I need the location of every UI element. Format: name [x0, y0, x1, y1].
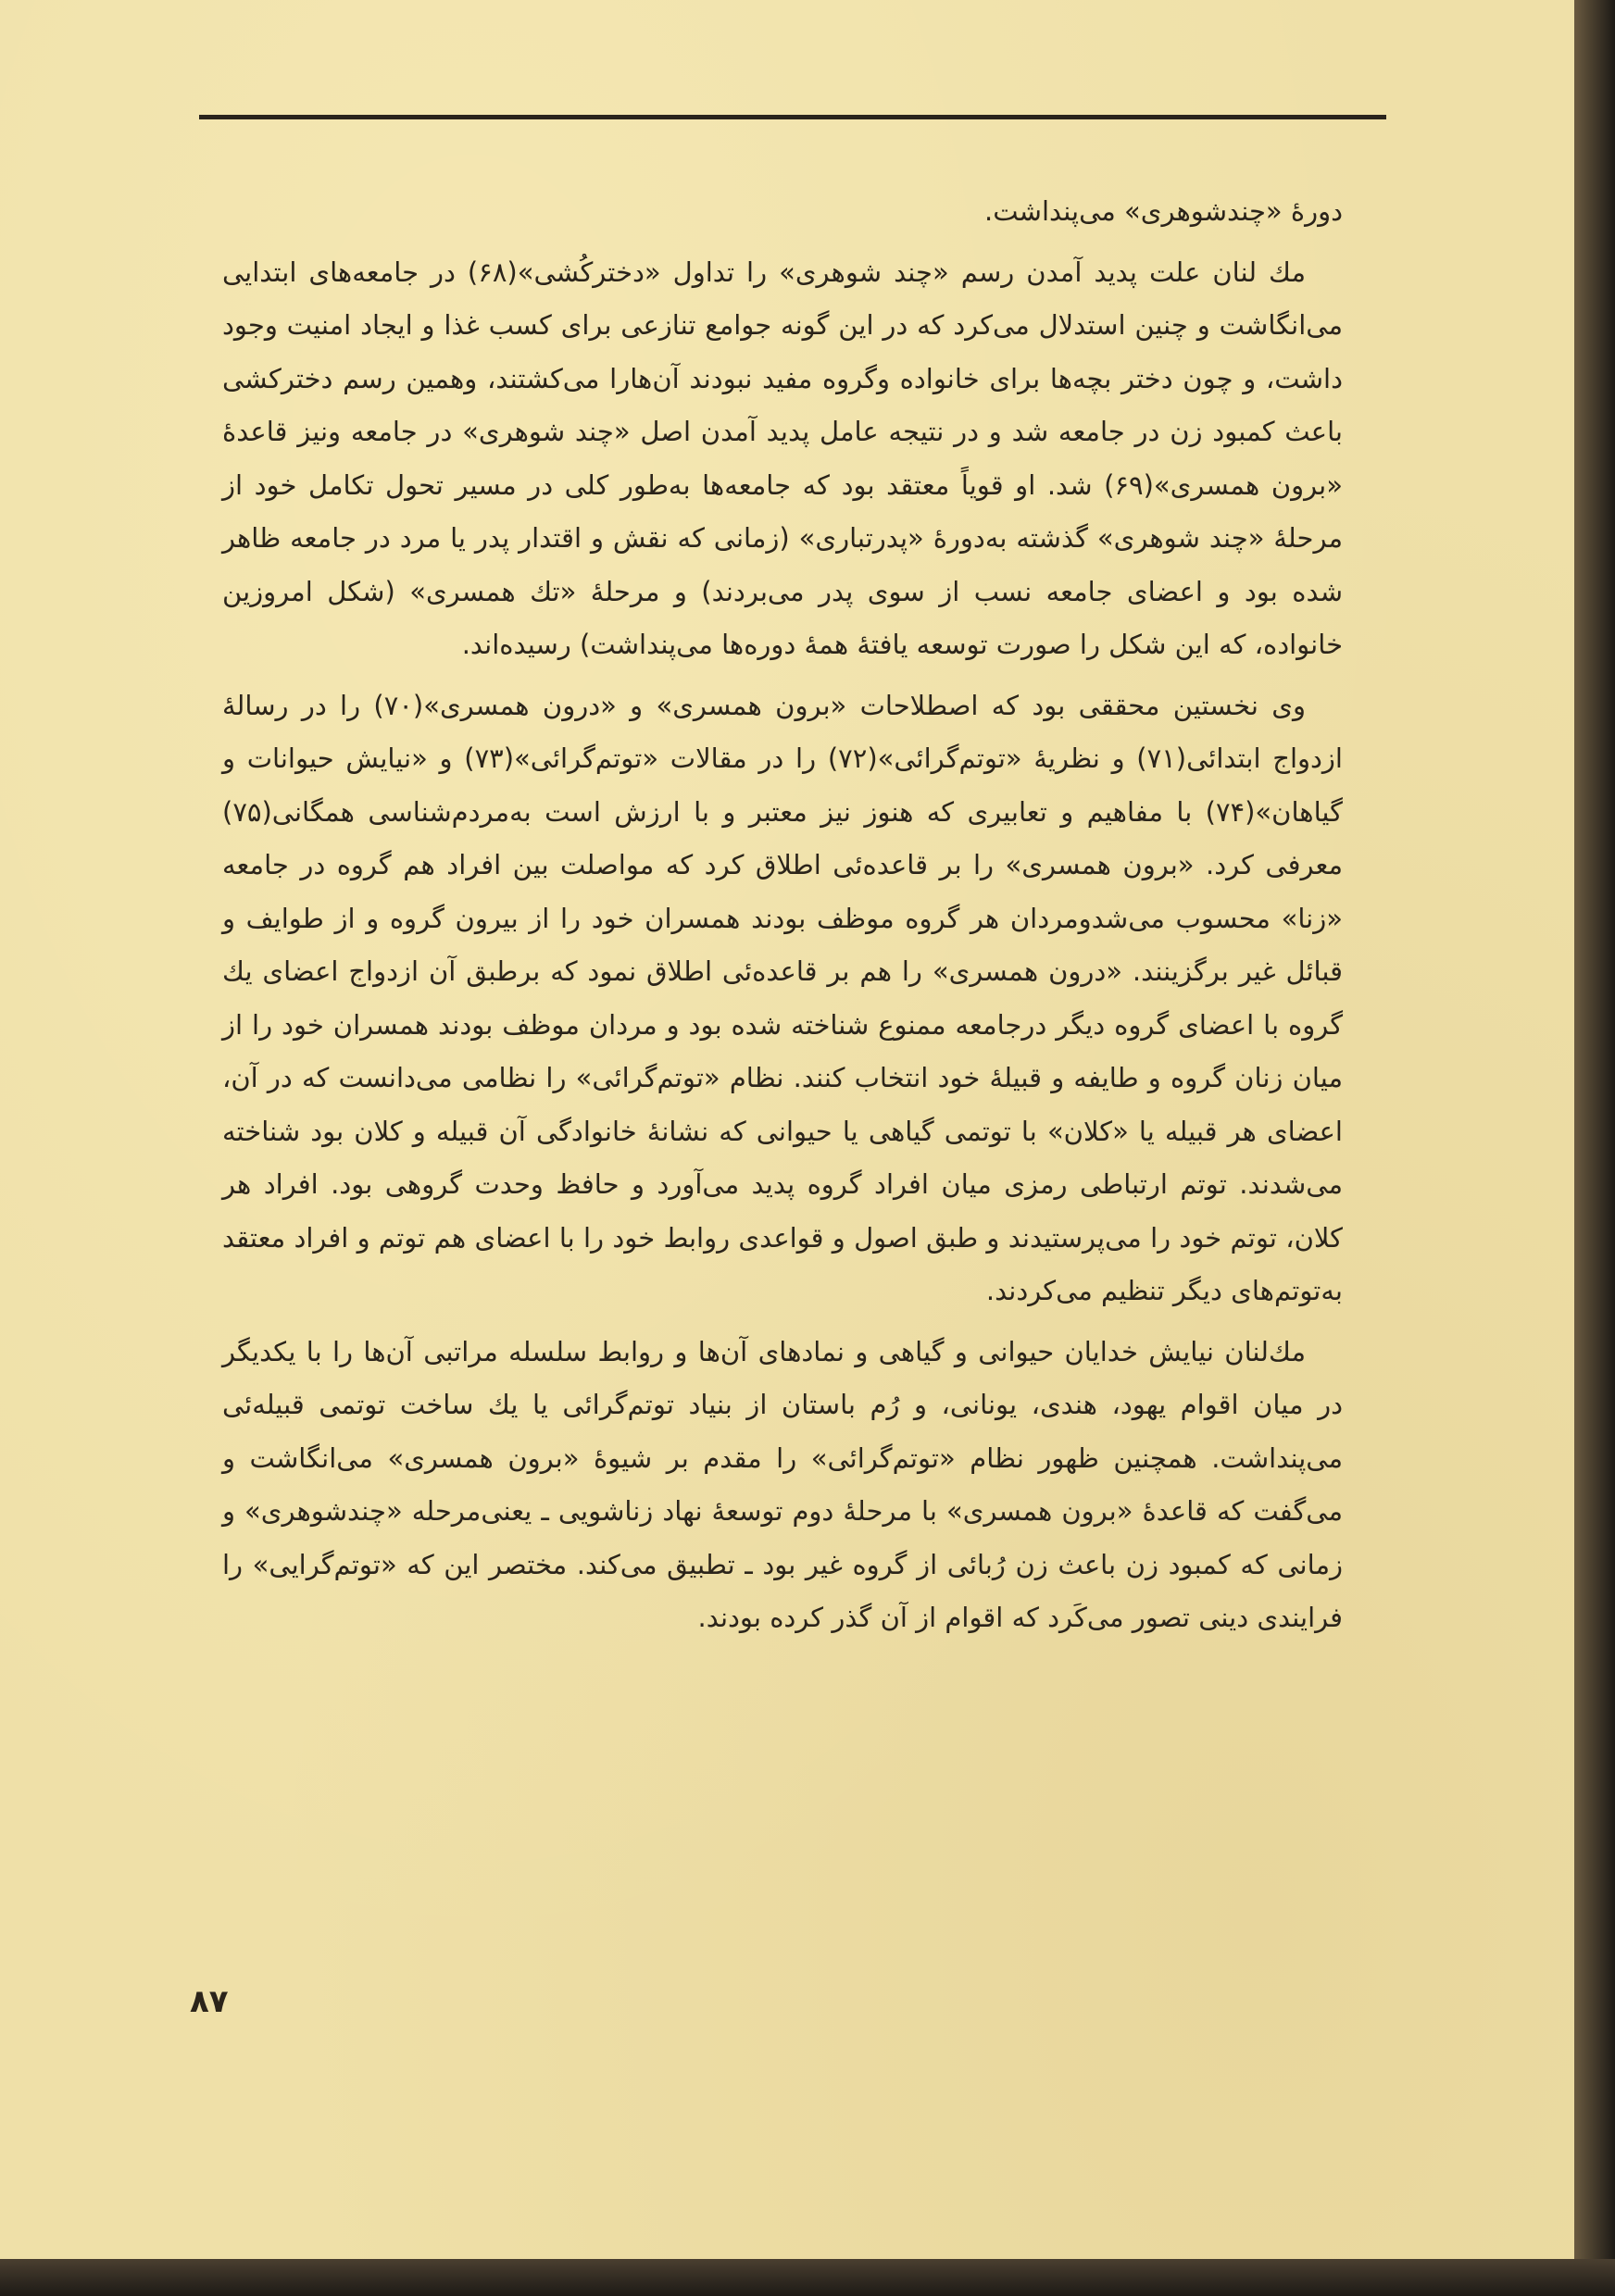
page-bottom-shadow: [0, 2259, 1615, 2296]
header-rule: [199, 115, 1386, 119]
paragraph-exogamy-totemism: وی نخستین محققی بود که اصطلاحات «برون همسری» و «درون همسری»(۷۰) را در رسالهٔ ازدواج ابتدائی(۷۱) و نظریهٔ «توتم‌گرائی»(۷۲) را در مقالات «توتم‌گرائی»(۷۳) و «نیایش حیوانات و گیاهان»(۷۴) با مفاهیم و تعابیری که هنوز نیز معتبر و با ارزش است به‌مردم‌شناسی همگانی(۷۵) معرفی کرد. «برون همسری» را بر قاعده‌ئی اطلاق کرد که مواصلت بین افراد هم گروه در جامعه «زنا» محسوب می‌شدومردان هر گروه موظف بودند همسران خود را از بیرون گروه و از طوایف و قبائل غیر برگزینند. «درون همسری» را هم بر قاعده‌ئی اطلاق نمود که برطبق آن ازدواج اعضای یك گروه با اعضای گروه دیگر درجامعه ممنوع شناخته شده بود و مردان موظف بودند همسران خود را از میان زنان گروه و طایفه و قبیلهٔ خود انتخاب کنند. نظام «توتم‌گرائی» را نظامی می‌دانست که در آن، اعضای هر قبیله یا «کلان» با توتمی گیاهی یا حیوانی که نشانهٔ خانوادگی آن قبیله و کلان بود شناخته می‌شدند. توتم ارتباطی رمزی میان افراد گروه پدید می‌آورد و حافظ وحدت گروهی بود. افراد هر کلان، توتم خود را می‌پرستیدند و طبق اصول و قواعدی روابط خود را با اعضای هم توتم و افراد معتقد به‌توتم‌های دیگر تنظیم می‌کردند.: [222, 689, 1343, 1306]
page-edge-shadow: [1574, 0, 1615, 2296]
page-number: ۸۷: [190, 1983, 229, 2020]
paragraph-continuation: دورهٔ «چندشوهری» می‌پنداشت.: [983, 195, 1343, 227]
paragraph-animal-plant-worship: مك‌لنان نیایش خدایان حیوانی و گیاهی و نمادهای آن‌ها و روابط سلسله مراتبی آن‌ها را با یکدیگر در میان اقوام یهود، هندی، یونانی، و رُم باستان از بنیاد توتم‌گرائی یا یك ساخت توتمی قبیله‌ئی می‌پنداشت. همچنین ظهور نظام «توتم‌گرائی» را مقدم بر شیوهٔ «برون همسری» می‌انگاشت و می‌گفت که قاعدهٔ «برون همسری» با مرحلهٔ دوم توسعهٔ نهاد زناشویی ـ یعنی‌مرحله «چندشوهری» و زمانی که کمبود زن باعث زن رُبائی از گروه غیر بود ـ تطبیق می‌کند. مختصر این که «توتم‌گرایی» را فرایندی دینی تصور می‌کَرد که اقوام از آن گذر کرده بودند.: [222, 1335, 1343, 1633]
paragraph-mclennan-infanticide: مك لنان علت پدید آمدن رسم «چند شوهری» را تداول «دخترکُشی»(۶۸) در جامعه‌های ابتدایی می‌انگاشت و چنین استدلال می‌کرد که در این گونه جوامع تنازعی برای کسب غذا و ایجاد امنیت وجود داشت، و چون دختر بچه‌ها برای خانواده وگروه مفید نبودند آن‌هارا می‌کشتند، وهمین رسم دخترکشی باعث کمبود زن در جامعه شد و در نتیجه عامل پدید آمدن اصل «چند شوهری» در جامعه ونیز قاعدهٔ «برون همسری»(۶۹) شد. او قویاً معتقد بود که جامعه‌ها به‌طور کلی در مسیر تحول تکامل خود از مرحلهٔ «چند شوهری» گذشته به‌دورهٔ «پدرتباری» (زمانی که نقش و اقتدار پدر یا مرد در جامعه ظاهر شده بود و اعضای جامعه نسب از سوی پدر می‌بردند) و مرحلهٔ «تك همسری» (شکل امروزین خانواده، که این شکل را صورت توسعه یافتهٔ همهٔ دوره‌ها می‌پنداشت) رسیده‌اند.: [222, 256, 1343, 660]
body-text: [222, 185, 1343, 1645]
